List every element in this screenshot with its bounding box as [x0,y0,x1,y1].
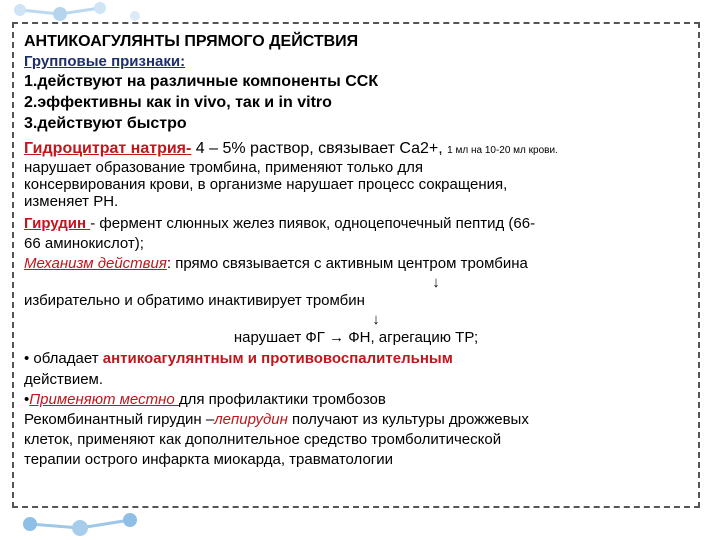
hydrocitrate-line [24,140,688,159]
effect-bold: антикоагулянтным и противовоспалительным [102,350,453,367]
molecule-decoration-bottom [0,506,200,540]
group-item: 1.действуют на различные компоненты ССК [24,73,379,90]
mechanism-line [24,254,688,274]
group-item: 3.действуют быстро [24,115,187,132]
recombinant-name: лепирудин [214,411,288,428]
hirudin-text: - фермент слюнных желез пиявок, одноцепочечный пептид (66- [90,215,536,232]
hydrocitrate-line-2: нарушает образование тромбина, применяют только для [24,159,424,176]
slide-content-box [12,22,700,508]
hydrocitrate-line-4: изменяет РН. [24,193,119,210]
group-item: 2.эффективны как in vivo, так и in vitro [24,94,332,111]
hydrocitrate-text: 4 – 5% раствор, связывает Са2+, [191,140,448,157]
inactivates-line: избирательно и обратимо инактивирует тромбин [24,292,365,309]
hirudin-name: Гирудин [24,215,91,232]
mechanism-label: Механизм действия [24,255,167,272]
hirudin-line-2: 66 аминокислот); [24,235,144,252]
recombinant-line [24,410,688,430]
hydrocitrate-dose: 1 мл на 10-20 мл крови. [447,145,558,156]
mechanism-text: : прямо связывается с активным центром тромбина [166,255,528,272]
disrupts-line: нарушает ФГ → ФН, агрегацию ТР; [233,329,479,346]
effect-line [24,348,688,370]
apply-text: для профилактики тромбозов [178,391,386,408]
apply-prefix: • [24,391,30,408]
recombinant-line-2: клеток, применяют как дополнительное средство тромболитической [24,431,502,448]
slide-title: АНТИКОАГУЛЯНТЫ ПРЯМОГО ДЕЙСТВИЯ [24,33,359,50]
arrow-down-icon: ↓ [432,274,440,291]
apply-line [24,390,688,410]
recombinant-prefix: Рекомбинантный гирудин – [24,411,215,428]
effect-prefix: • обладает [24,350,103,367]
hydrocitrate-line-3: консервирования крови, в организме нарушает процесс сокращения, [24,176,508,193]
hydrocitrate-name: Гидроцитрат натрия- [24,140,192,157]
recombinant-line-3: терапии острого инфаркта миокарда, травматологии [24,451,394,468]
recombinant-text: получают из культуры дрожжевых [287,411,529,428]
hirudin-line [24,214,688,234]
group-heading: Групповые признаки: [24,53,186,70]
effect-line-2: действием. [24,371,104,388]
apply-label: Применяют местно [29,391,179,408]
arrow-down-icon: ↓ [372,311,380,328]
